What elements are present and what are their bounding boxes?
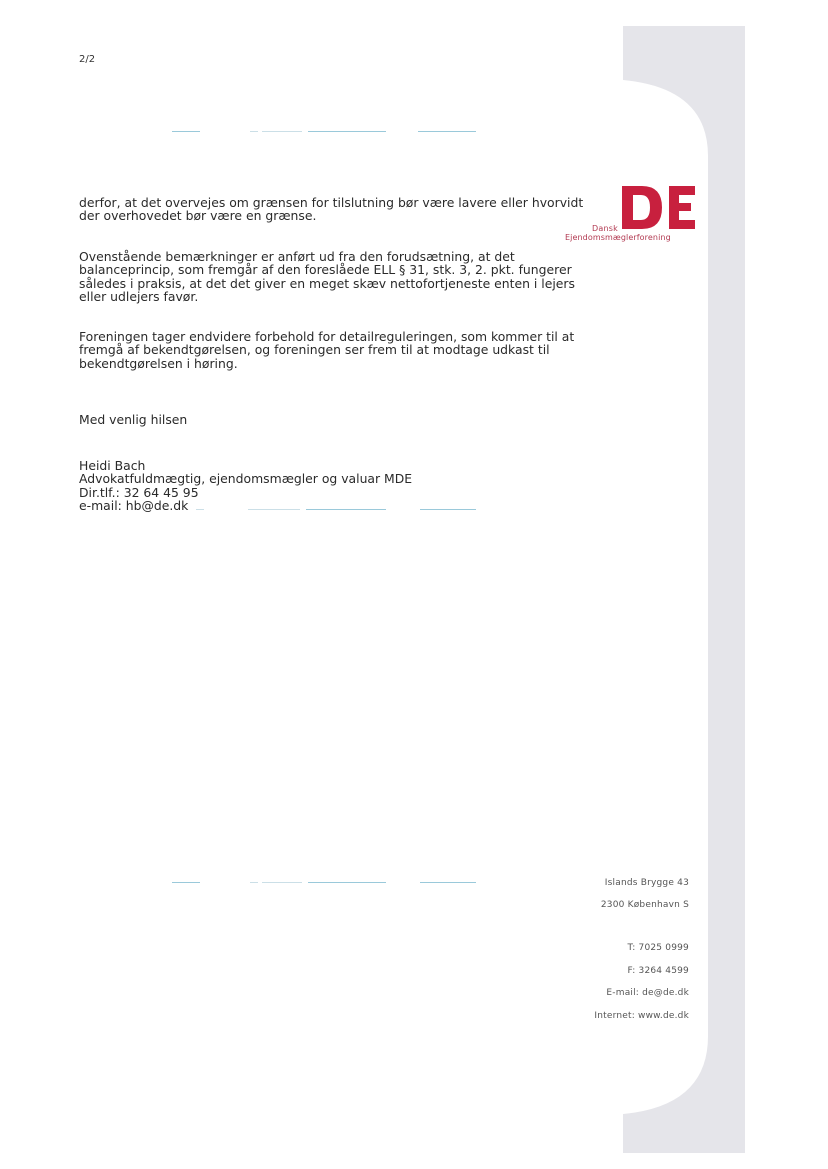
scan-line (250, 882, 258, 883)
signature-title: Advokatfuldmægtig, ejendomsmægler og valuar MDE (79, 471, 413, 487)
scan-line (262, 131, 302, 132)
paragraph-text: Foreningen tager endvidere forbehold for detailreguleringen, som kommer til at fremgå af bekendtgørelsen, og foreningen ser frem til at modtage udkast til bekendtgørelsen i høring. (79, 329, 575, 371)
signature-phone: Dir.tlf.: 32 64 45 95 (79, 484, 199, 500)
logo-dansk-label: Dansk (592, 224, 618, 233)
footer-address (601, 872, 689, 916)
paragraph-text: Ovenstående bemærkninger er anført ud fra den forudsætning, at det balanceprincip, som fremgår af den foreslåede ELL § 31, stk. 3, 2. pkt. fungerer således i praksis, at det det giver en meget skæv nettofortjeneste enten i lejers eller udlejers favør. (79, 249, 575, 305)
paragraph (79, 250, 599, 304)
logo-name-label: Ejendomsmæglerforening (565, 233, 671, 242)
signature-name: Heidi Bach (79, 458, 146, 473)
signature-email: e-mail: hb@de.dk (79, 498, 189, 514)
paragraph (79, 330, 599, 370)
contact-fax: F: 3264 4599 (627, 965, 689, 976)
footer-contact (594, 937, 689, 1028)
contact-email: E-mail: de@de.dk (606, 988, 689, 999)
signature-block (79, 459, 599, 513)
scan-line (420, 882, 476, 883)
scan-line (262, 882, 302, 883)
scan-line (250, 131, 258, 132)
de-logo-mark (622, 186, 695, 229)
address-street: Islands Brygge 43 (604, 878, 689, 888)
scan-line (308, 131, 386, 132)
contact-web: Internet: www.de.dk (594, 1011, 689, 1022)
address-city: 2300 København S (600, 900, 689, 910)
scan-line (172, 131, 200, 132)
scan-line (172, 882, 200, 883)
scan-line (418, 131, 476, 132)
page-number: 2/2 (79, 54, 96, 65)
contact-phone: T: 7025 0999 (627, 943, 689, 953)
scan-line (308, 882, 386, 883)
paragraph (79, 196, 599, 223)
closing: Med venlig hilsen (79, 412, 188, 427)
paragraph-text: derfor, at det overvejes om grænsen for tilslutning bør være lavere eller hvorvidt der overhovedet bør være en grænse. (79, 195, 584, 224)
